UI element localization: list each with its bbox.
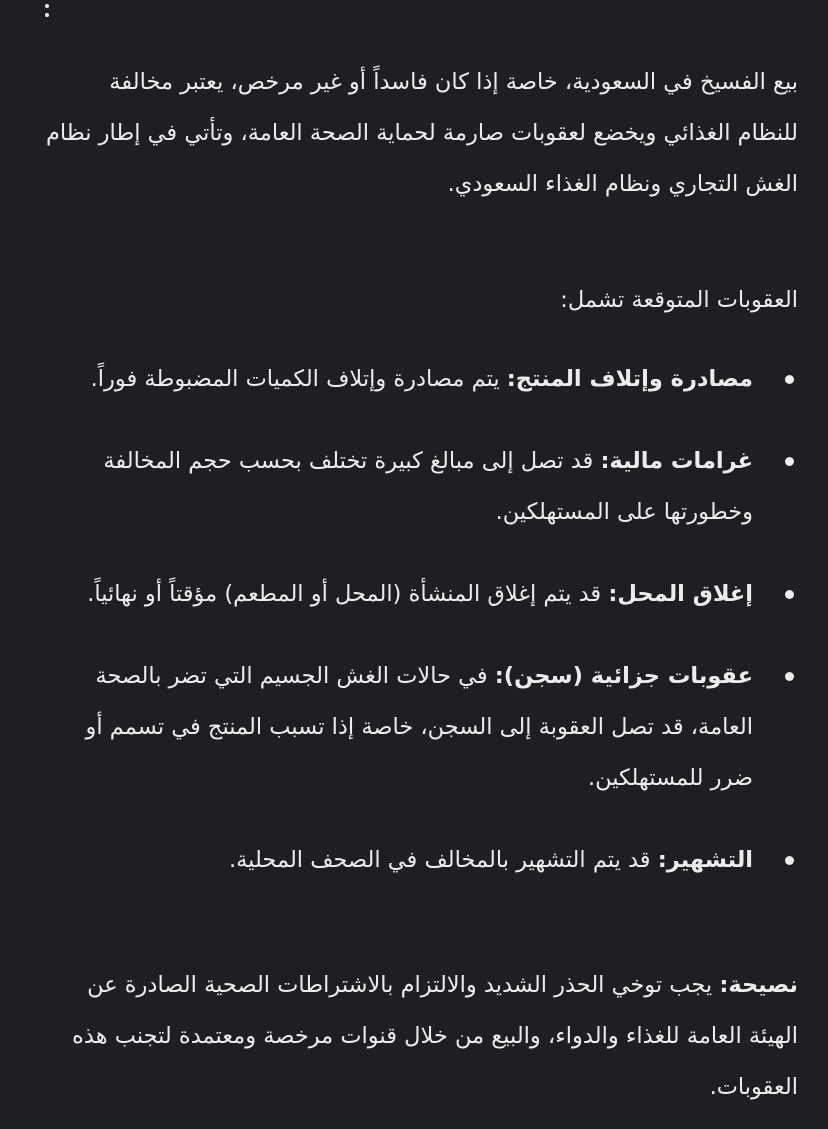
list-item bbox=[44, 354, 798, 405]
penalty-text: قد يتم التشهير بالمخالف في الصحف المحلية. bbox=[228, 847, 658, 873]
penalty-text: قد يتم إغلاق المنشأة (المحل أو المطعم) مؤقتاً أو نهائياً. bbox=[87, 581, 609, 607]
advice-paragraph bbox=[44, 960, 798, 1113]
penalties-list bbox=[44, 354, 798, 917]
penalty-term: مصادرة وإتلاف المنتج: bbox=[506, 366, 753, 392]
penalty-term: إغلاق المحل: bbox=[608, 581, 753, 607]
list-item bbox=[44, 569, 798, 620]
intro-paragraph: بيع الفسيخ في السعودية، خاصة إذا كان فاسداً أو غير مرخص، يعتبر مخالفة للنظام الغذائي ويخضع لعقوبات صارمة لحماية الصحة العامة، وتأتي في إطار نظام الغش التجاري ونظام الغذاء السعودي. bbox=[45, 69, 798, 197]
list-item bbox=[44, 651, 798, 804]
bullet-icon bbox=[785, 856, 794, 865]
more-options-icon[interactable] bbox=[40, 0, 54, 22]
penalty-text: في حالات الغش الجسيم التي تضر بالصحة العامة، قد تصل العقوبة إلى السجن، خاصة إذا تسبب المنتج في تسمم أو ضرر للمستهلكين. bbox=[85, 663, 753, 791]
penalty-text: يتم مصادرة وإتلاف الكميات المضبوطة فوراً. bbox=[90, 366, 507, 392]
advice-text: يجب توخي الحذر الشديد والالتزام بالاشتراطات الصحية الصادرة عن الهيئة العامة للغذاء والدواء، والبيع من خلال قنوات مرخصة ومعتمدة لتجنب هذه العقوبات. bbox=[72, 972, 798, 1100]
dot bbox=[45, 13, 49, 17]
bullet-icon bbox=[785, 375, 794, 384]
advice-term: نصيحة: bbox=[719, 972, 798, 998]
bullet-icon bbox=[785, 672, 794, 681]
list-item bbox=[44, 835, 798, 886]
bullet-icon bbox=[785, 457, 794, 466]
list-item bbox=[44, 436, 798, 538]
penalty-term: التشهير: bbox=[657, 847, 753, 873]
penalties-heading: العقوبات المتوقعة تشمل: bbox=[560, 287, 798, 313]
dot bbox=[45, 4, 49, 8]
penalty-term: عقوبات جزائية (سجن): bbox=[494, 663, 753, 689]
penalty-term: غرامات مالية: bbox=[600, 448, 753, 474]
penalty-text: قد تصل إلى مبالغ كبيرة تختلف بحسب حجم المخالفة وخطورتها على المستهلكين. bbox=[103, 448, 753, 525]
bullet-icon bbox=[785, 590, 794, 599]
